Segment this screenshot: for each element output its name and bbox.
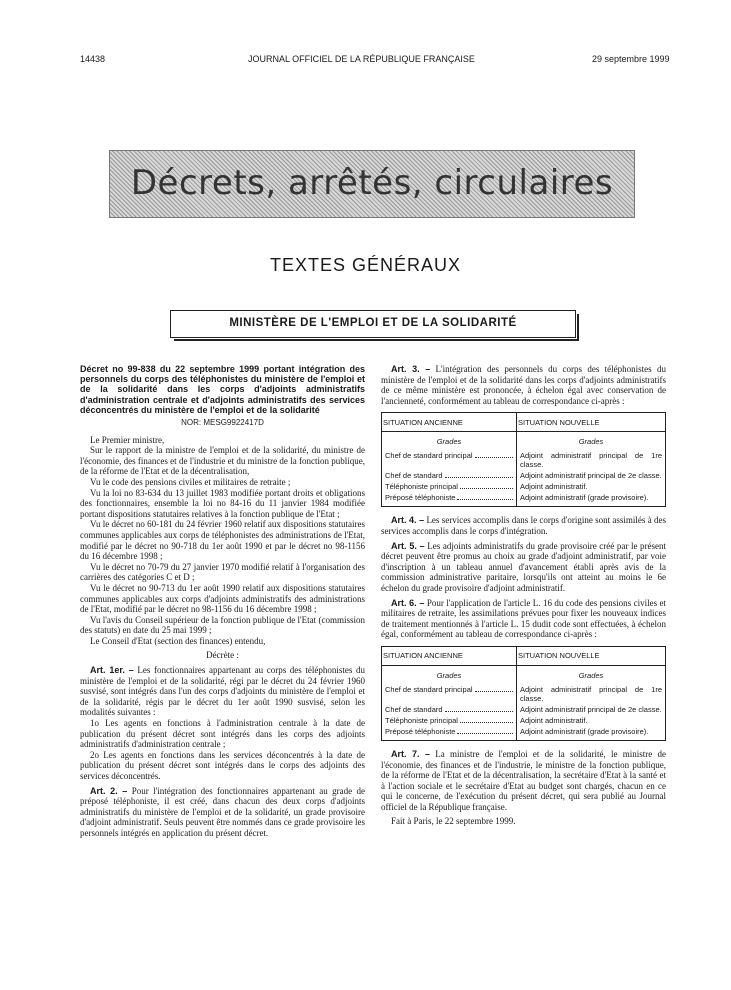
article-text: Pour l'application de l'article L. 16 du code des pensions civiles et militaires de retraite, les assimilations prévues pour fixer les nouveaux indices de traitement mentionnés à l'article L. 15 dudit code sont effectuées, à échelon égal, conformément au tableau de correspondance ci-après : [381,597,667,640]
table-header: SITUATION NOUVELLE [517,646,666,665]
old-grade: Chef de standard principal [385,451,473,461]
new-grade: Adjoint administratif. [517,715,666,726]
ministry-box [170,310,576,338]
new-grade: Adjoint administratif principal de 1re classe. [517,450,666,470]
preamble-line: Vu l'avis du Conseil supérieur de la fonction publique de l'Etat (commission des statuts) en date du 25 mai 1999 ; [80,614,365,636]
preamble-line: Le Premier ministre, [90,434,165,445]
page-number: 14438 [80,54,106,64]
article-label: Art. 4. – [391,515,425,526]
journal-title: JOURNAL OFFICIEL DE LA RÉPUBLIQUE FRANÇAISE [248,54,475,64]
table-header: SITUATION NOUVELLE [517,413,666,432]
new-grade: Adjoint administratif (grade provisoire). [517,726,666,741]
new-grade: Adjoint administratif principal de 2e classe. [517,470,666,481]
article-label: Art. 6. – [391,597,425,608]
old-grade: Téléphoniste principal [385,715,458,725]
preamble-line: Vu le décret no 90-713 du 1er août 1990 relatif aux dispositions statutaires communes applicables aux corps d'adjoints administratifs des administrations de l'Etat, modifié par le décret no 98-1156 du 16 décembre 1998 ; [80,582,365,615]
table-header: SITUATION ANCIENNE [382,413,517,432]
preamble-line: Vu le décret no 70-79 du 27 janvier 1970 modifié relatif à l'organisation des carrières des catégories C et D ; [80,561,365,583]
table-row [382,715,666,726]
article-label: Art. 5. – [391,540,425,551]
old-grade: Chef de standard [385,704,443,714]
preamble-line: Vu le décret no 60-181 du 24 février 1960 relatif aux dispositions statutaires communes applicables aux corps de téléphonistes des administrations de l'Etat, modifié par le décret no 90-718 du 1er août 1990 et par le décret no 98-1156 du 16 décembre 1998 ; [80,519,365,562]
old-grade: Téléphoniste principal [385,482,458,492]
article-1-item: 1o Les agents en fonctions à l'administration centrale à la date de publication du présent décret sont intégrés dans les corps des adjoints administratifs d'administration centrale ; [80,718,365,750]
decree-title: Décret no 99-838 du 22 septembre 1999 portant intégration des personnels du corps des téléphonistes du ministère de l'emploi et de la solidarité dans les corps d'adjoints administratifs d'administration centrale et d'adjoints administratifs des services déconcentrés du ministère de l'emploi et de la solidarité [80,364,365,415]
signature-line: Fait à Paris, le 22 septembre 1999. [391,816,516,827]
grades-label: Grades [517,665,666,684]
article-text: Les fonctionnaires appartenant au corps des téléphonistes du ministère de l'emploi et de la solidarité, régi par le décret du 24 février 1960 susvisé, sont intégrés dans l'un des corps d'adjoints du ministère de l'emploi et de la solidarité, régis par le décret du 1er août 1990 susvisé, selon les modalités suivantes : [80,665,365,718]
article-5 [381,541,666,594]
preamble-line: Vu le code des pensions civiles et militaires de retraite ; [90,476,291,487]
article-7 [381,749,666,813]
grades-label: Grades [382,432,517,451]
table-row [382,450,666,470]
table-header: SITUATION ANCIENNE [382,646,517,665]
table-row [382,470,666,481]
banner-title: Décrets, arrêtés, circulaires [130,163,614,203]
article-label: Art. 7. – [391,748,430,759]
article-4 [381,515,666,536]
preamble-line: Le Conseil d'Etat (section des finances) entendu, [90,635,266,646]
nor-reference: NOR: MESG9922417D [181,418,264,428]
article-text: Les adjoints administratifs du grade provisoire créé par le présent décret peuvent être promus au choix au grade d'adjoint administratif, par voie d'inscription à un tableau annuel d'avancement établi après avis de la commission administrative paritaire, lorsqu'ils ont atteint au moins le 6e échelon du grade provisoire d'adjoint administratif. [381,540,667,593]
new-grade: Adjoint administratif principal de 2e classe. [517,704,666,715]
new-grade: Adjoint administratif (grade provisoire). [517,492,666,507]
article-6 [381,598,666,640]
article-1-item: 2o Les agents en fonctions dans les services déconcentrés à la date de publication du présent décret sont intégrés dans le corps des adjoints des services déconcentrés. [80,749,365,782]
table-row [382,704,666,715]
new-grade: Adjoint administratif principal de 1re classe. [517,684,666,704]
decrete-heading: Décrète : [206,650,239,661]
preamble [80,435,365,647]
article-text: Pour l'intégration des fonctionnaires appartenant au grade de préposé téléphoniste, il est créé, dans chacun des deux corps d'adjoints administratifs du ministère de l'emploi et de la solidarité, un grade provisoire d'adjoint administratif. Seuls peuvent être nommés dans ce grade provisoire les personnels intégrés en application du présent décret. [80,785,366,838]
article-label: Art. 2. – [90,785,128,796]
right-column [381,364,666,827]
article-3 [381,364,666,406]
preamble-line: Sur le rapport de la ministre de l'emploi et de la solidarité, du ministre de l'économie, des finances et de l'industrie et du ministre de la fonction publique, de la réforme de l'Etat et de la décentralisation, [80,445,365,477]
correspondence-table-1 [381,412,666,507]
article-label: Art. 3. – [391,364,431,374]
article-text: La ministre de l'emploi et de la solidarité, le ministre de l'économie, des finances et de l'industrie, le ministre de la fonction publique, de la réforme de l'Etat et de la décentralisation, la secrétaire d'Etat à la santé et à l'action sociale et le secrétaire d'Etat au budget sont chargés, chacun en ce qui le concerne, de l'exécution du présent décret, qui sera publié au Journal officiel de la République française. [381,748,667,812]
old-grade: Préposé téléphoniste [385,493,456,503]
left-column [80,364,365,839]
grades-label: Grades [517,432,666,451]
old-grade: Chef de standard [385,471,443,481]
article-2 [80,786,365,839]
article-text: Les services accomplis dans le corps d'origine sont assimilés à des services accomplis dans le corps d'intégration. [381,515,667,536]
correspondence-table-2 [381,646,666,741]
article-label: Art. 1er. – [90,665,134,676]
section-title: TEXTES GÉNÉRAUX [269,255,462,275]
new-grade: Adjoint administratif. [517,481,666,492]
preamble-line: Vu la loi no 83-634 du 13 juillet 1983 modifiée portant droits et obligations des fonctionnaires, ensemble la loi no 84-16 du 11 janvier 1984 modifiée portant dispositions statutaires relatives à la fonction publique de l'Etat ; [80,487,365,519]
old-grade: Préposé téléphoniste [385,726,456,736]
old-grade: Chef de standard principal [385,684,473,694]
table-row [382,481,666,492]
ministry-title: MINISTÈRE DE L'EMPLOI ET DE LA SOLIDARITÉ [229,317,517,329]
table-row [382,684,666,704]
table-row [382,726,666,741]
publication-date: 29 septembre 1999 [592,54,670,64]
article-text: L'intégration des personnels du corps des téléphonistes du ministère de l'emploi et de la solidarité dans les corps d'adjoints administratifs de ce même ministère est prononcée, à échelon égal avec conservation de l'ancienneté, conformément au tableau de correspondance ci-après : [381,364,667,406]
table-row [382,492,666,507]
grades-label: Grades [382,665,517,684]
article-1 [80,665,365,718]
section-banner [109,150,635,218]
